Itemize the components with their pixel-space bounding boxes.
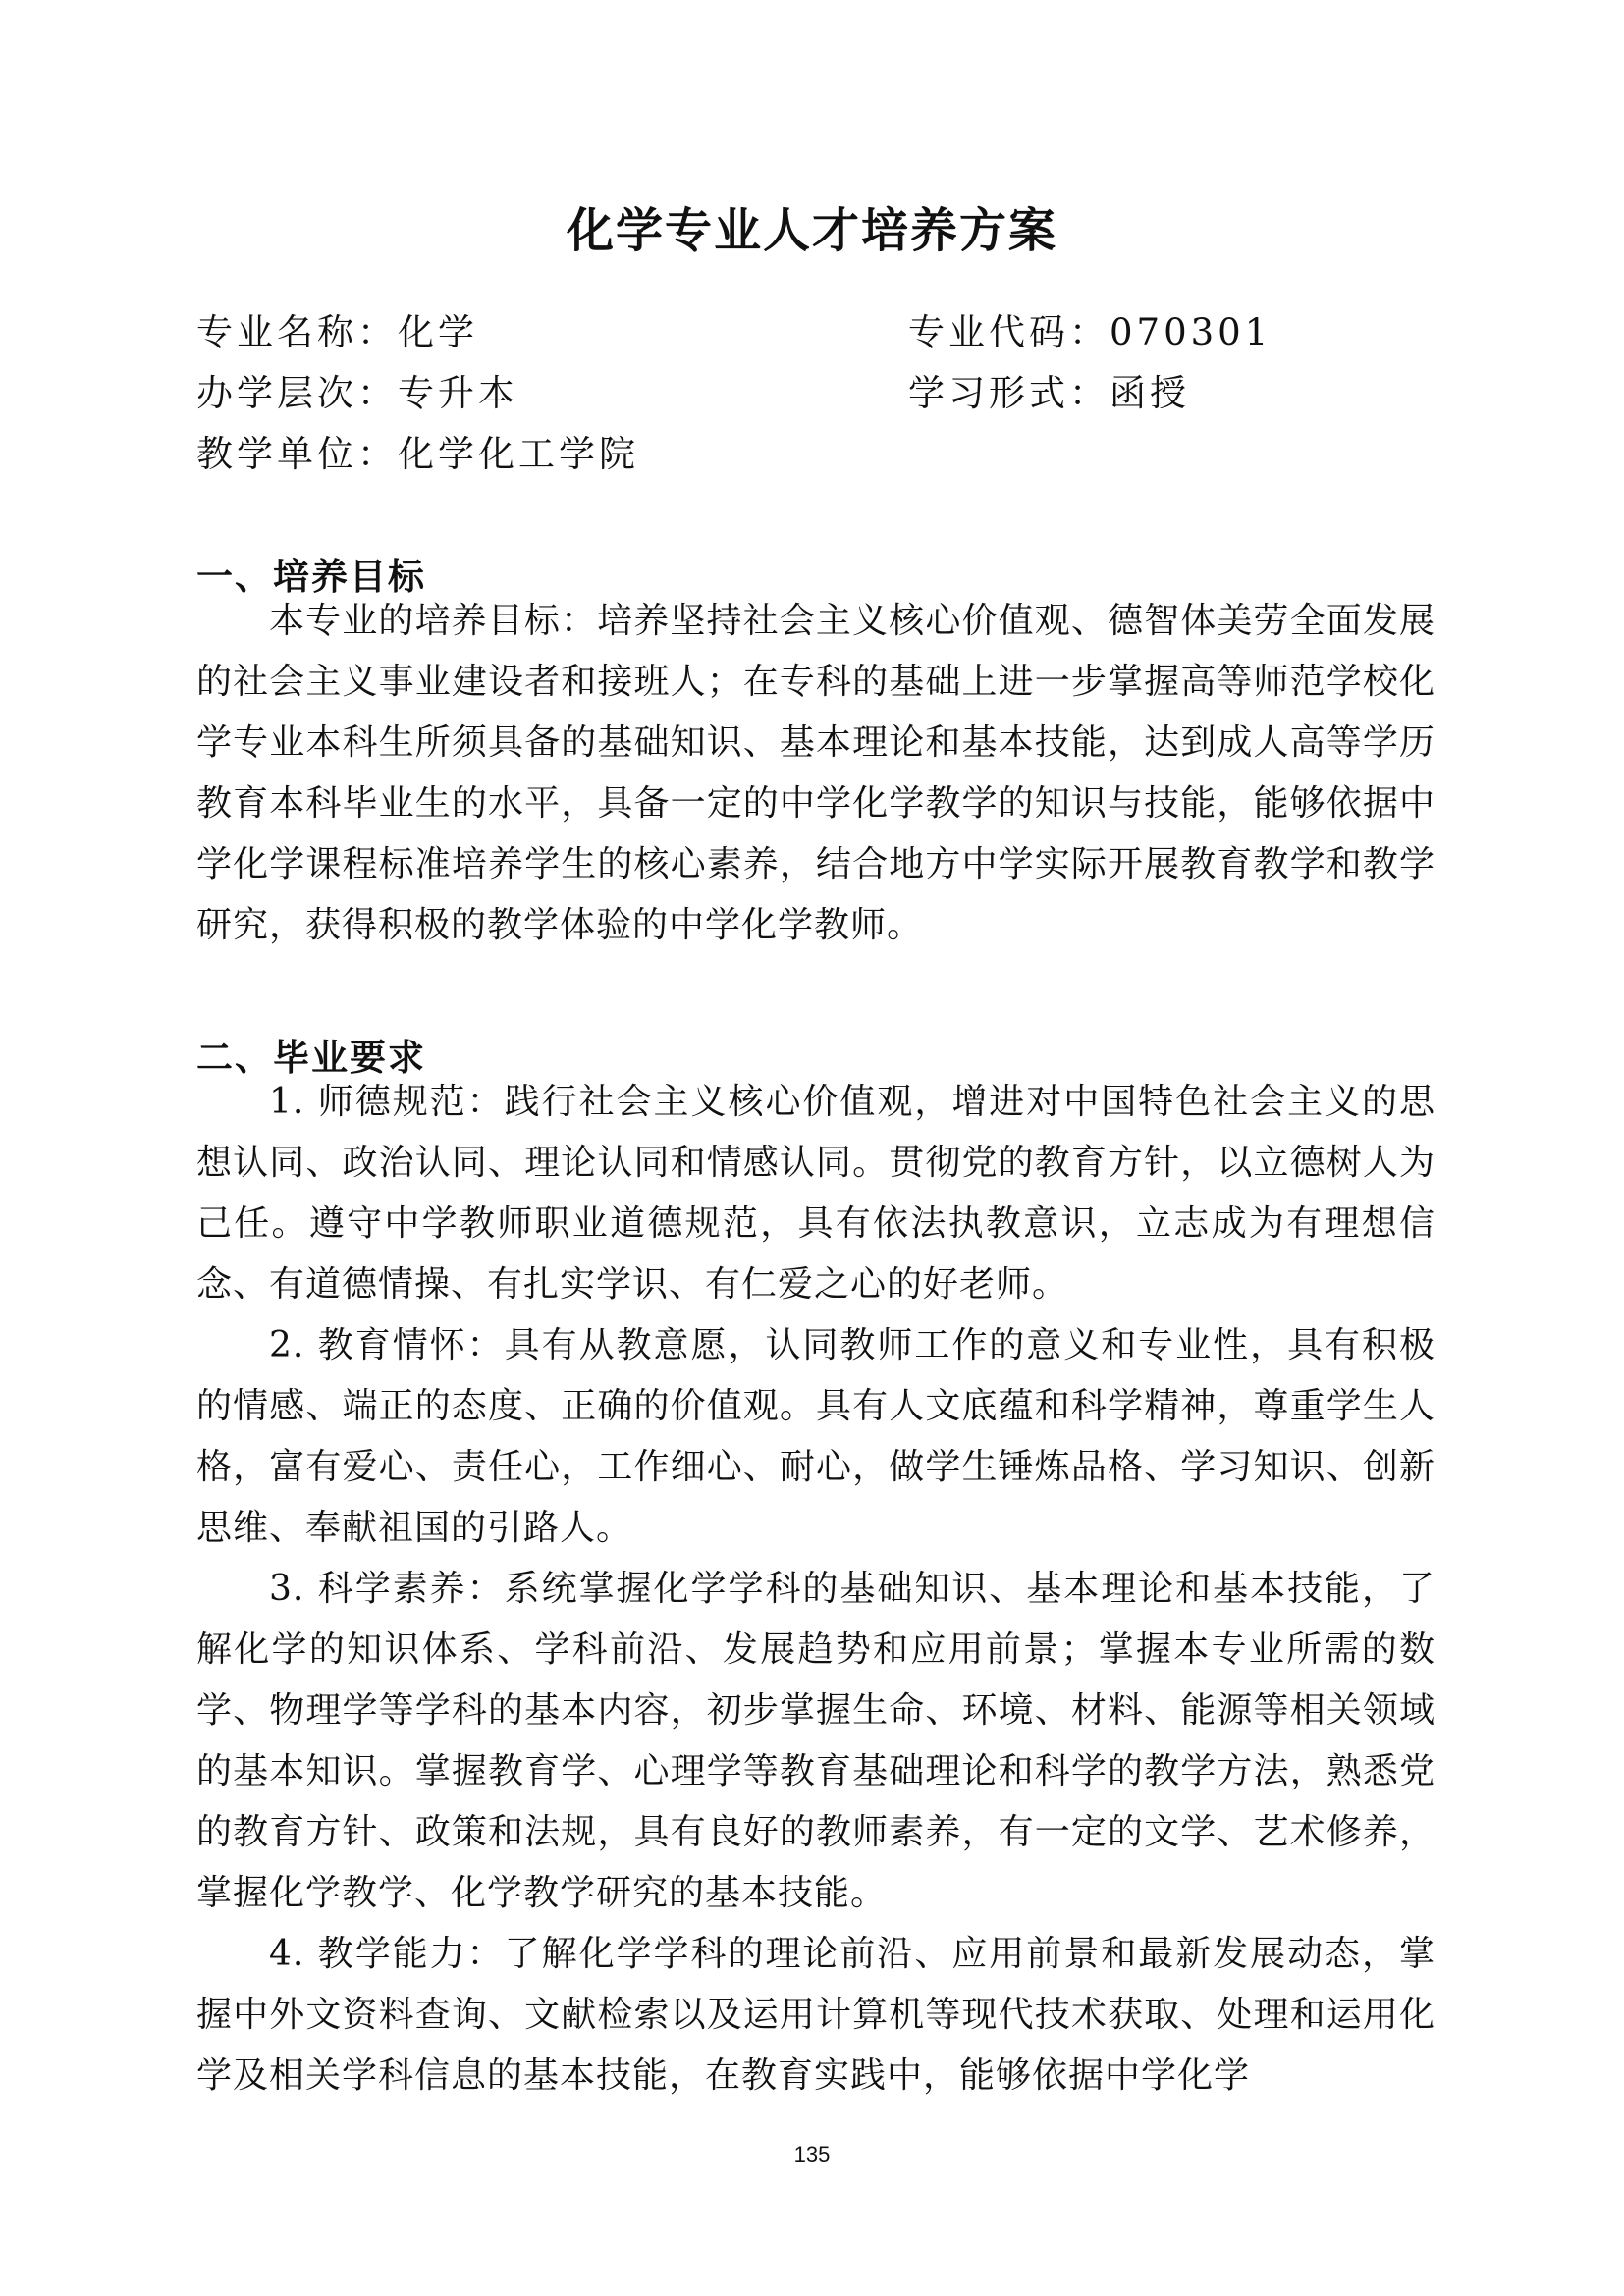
meta-label: 教学单位 ： [196,433,398,475]
meta-value: 化学 [398,311,478,353]
meta-level [196,363,518,416]
requirement-item: 4. 教学能力：了解化学学科的理论前沿、应用前景和最新发展动态，掌握中外文资料查询、文献检索以及运用计算机等现代技术获取、处理和运用化学及相关学科信息的基本技能，在教育实践中，能够依据中学化学 [196,1934,1435,2096]
page-number: 135 [793,2142,831,2166]
meta-value: 函授 [1110,372,1190,414]
meta-major-code [908,302,1272,355]
meta-value: 070301 [1110,311,1272,353]
page-title: 化学专业人才培养方案 [566,203,1057,258]
requirement-item: 2. 教育情怀：具有从教意愿，认同教师工作的意义和专业性，具有积极的情感、端正的态度、正确的价值观。具有人文底蕴和科学精神，尊重学生人格，富有爱心、责任心，工作细心、耐心，做学生锤炼品格、学习知识、创新思维、奉献祖国的引路人。 [196,1325,1435,1548]
goals-paragraph: 本专业的培养目标：培养坚持社会主义核心价值观、德智体美劳全面发展的社会主义事业建设者和接班人；在专科的基础上进一步掌握高等师范学校化学专业本科生所须具备的基础知识、基本理论和基本技能，达到成人高等学历教育本科毕业生的水平，具备一定的中学化学教学的知识与技能，能够依据中学化学课程标准培养学生的核心素养，结合地方中学实际开展教育教学和教学研究，获得积极的教学体验的中学化学教师。 [196,601,1435,945]
meta-value: 专升本 [398,372,518,414]
meta-label: 专业名称 ： [196,311,398,353]
section-heading-requirements: 二、毕业要求 [196,1037,426,1079]
requirement-item: 1. 师德规范：践行社会主义核心价值观，增进对中国特色社会主义的思想认同、政治认同、理论认同和情感认同。贯彻党的教育方针，以立德树人为己任。遵守中学教师职业道德规范，具有依法执教意识，立志成为有理想信念、有道德情操、有扎实学识、有仁爱之心的好老师。 [196,1082,1435,1305]
meta-value: 化学化工学院 [398,433,639,475]
section-heading-goals: 一、培养目标 [196,556,426,598]
meta-major-name [196,302,478,355]
meta-label: 专业代码 ： [908,311,1110,353]
meta-study-form [908,363,1190,416]
meta-label: 办学层次 ： [196,372,398,414]
meta-label: 学习形式 ： [908,372,1110,414]
meta-unit [196,424,639,477]
requirement-item: 3. 科学素养：系统掌握化学学科的基础知识、基本理论和基本技能，了解化学的知识体系、学科前沿、发展趋势和应用前景；掌握本专业所需的数学、物理学等学科的基本内容，初步掌握生命、环境、材料、能源等相关领域的基本知识。掌握教育学、心理学等教育基础理论和科学的教学方法，熟悉党的教育方针、政策和法规，具有良好的教师素养，有一定的文学、艺术修养，掌握化学教学、化学教学研究的基本技能。 [196,1569,1435,1913]
